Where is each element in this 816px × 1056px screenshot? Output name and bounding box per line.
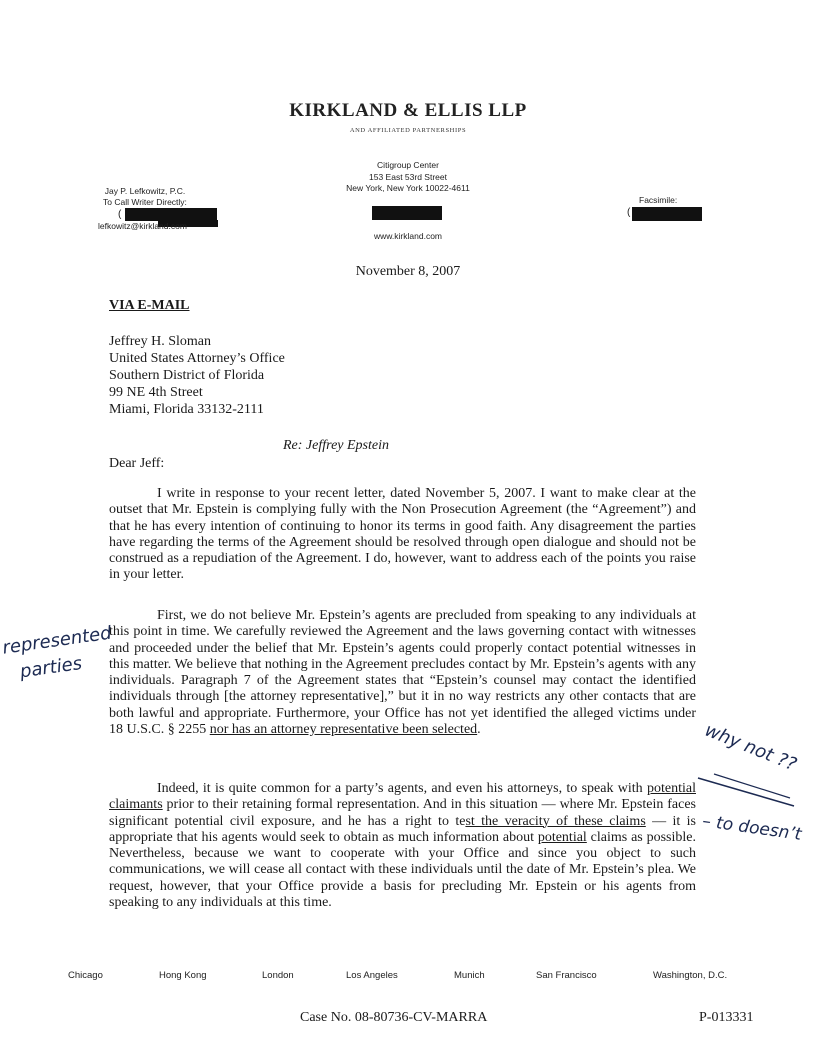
handwritten-note-right-2: – to doesn’t [701, 811, 803, 845]
fax-paren: ( [627, 207, 631, 218]
subject-line: Re: Jeffrey Epstein [283, 438, 389, 453]
handwritten-line: parties [18, 652, 84, 683]
recipient-line: 99 NE 4th Street [109, 385, 203, 400]
handwritten-line: represented [1, 622, 113, 659]
address-line: Citigroup Center [377, 160, 439, 170]
paragraph-2-text: First, we do not believe Mr. Epstein’s agents are precluded from speaking to any individuals at this point in time. We carefully reviewed the Agreement and the laws governing contact with witnesses and proceeded under the belief that Mr. Epstein’s agents could properly contact potential witnesses in this matter. We believe that nothing in the Agreement precludes contact by Mr. Epstein’s agents with any individuals. Paragraph 7 of the Agreement states that “Epstein’s counsel may contact the identified individuals through [the attorney representative],” but it in no way restricts any other contacts that are both lawful and appropriate. Furthermore, your Office has not yet identified the alleged victims under 18 U.S.C. § 2255 [109, 608, 696, 738]
fax-label: Facsimile: [639, 195, 678, 205]
handwritten-strokes [694, 770, 804, 810]
case-number: Case No. 08-80736-CV-MARRA [300, 1010, 488, 1025]
redaction-fax [632, 207, 702, 221]
paragraph-3-text: — it is appropriate that his agents would seek to obtain as much information about [109, 813, 697, 845]
paragraph-3-text: prior to their retaining formal representation. And in this situation — where Mr. Epstein faces significant potential civil exposure, and he has a right to te [109, 797, 696, 829]
letter-date: November 8, 2007 [355, 264, 461, 279]
call-writer-label: To Call Writer Directly: [103, 196, 187, 207]
address-line: 153 East 53rd Street [369, 171, 447, 182]
recipient-line: Miami, Florida 33132-2111 [109, 402, 264, 417]
bates-number: P-013331 [699, 1010, 754, 1025]
paragraph-1: I write in response to your recent letter, dated November 5, 2007. I want to make clear at the outset that Mr. Epstein is complying fully with the Non Prosecution Agreement (the “Agreement”) and that he has every intention of continuing to honor its terms in good faith. Any disagreement the parties have regarding the terms of the Agreement should be resolved through open dialogue and should not be construed as a repudiation of the Agreement. I do, however, want to address each of the points you raise in your letter. [109, 486, 696, 583]
address-line: New York, New York 10022-4611 [346, 183, 470, 193]
office-city: Munich [454, 970, 485, 981]
paragraph-3-text: Indeed, it is quite common for a party’s agents, and even his attorneys, to speak with [157, 781, 647, 796]
paragraph-2-end: . [477, 722, 481, 738]
underlined-phrase: potential claimants [109, 781, 696, 813]
firm-subtitle: AND AFFILIATED PARTNERSHIPS [349, 127, 467, 134]
writer-contact-block [103, 186, 187, 207]
writer-email: lefkowitz@kirkland.com [98, 221, 187, 231]
office-city: Chicago [68, 970, 103, 981]
recipient-line: United States Attorney’s Office [109, 351, 285, 366]
recipient-line: Jeffrey H. Sloman [109, 334, 211, 349]
salutation: Dear Jeff: [109, 456, 165, 471]
office-city: San Francisco [536, 970, 597, 981]
recipient-line: Southern District of Florida [109, 368, 265, 383]
office-city: Hong Kong [159, 970, 207, 981]
paragraph-2 [109, 608, 696, 738]
underlined-phrase: potential [537, 829, 587, 845]
paragraph-3-text: claims as possible. Nevertheless, because we want to cooperate with your Office and since you object to such communications, we will cease all contact with these individuals until the date of Mr. Epstein’s plea. We request, however, that your Office provide a basis for precluding Mr. Epstein or his agents from speaking to any individuals at this time. [109, 829, 696, 911]
phone-paren: ( [118, 209, 122, 220]
office-city: London [262, 970, 294, 981]
writer-name: Jay P. Lefkowitz, P.C. [104, 186, 186, 196]
delivery-method: VIA E-MAIL [109, 298, 190, 313]
handwritten-note-left [1, 621, 117, 688]
office-city: Los Angeles [346, 970, 398, 981]
office-city: Washington, D.C. [653, 970, 728, 981]
underlined-phrase: st the veracity of these claims [465, 813, 646, 829]
recipient-address [109, 333, 285, 418]
underlined-phrase: nor has an attorney representative been selected [209, 722, 478, 738]
redaction-phone-main [372, 206, 442, 220]
paragraph-3 [109, 781, 696, 911]
handwritten-note-right-1: why not ?? [701, 719, 800, 776]
firm-name: KIRKLAND & ELLIS LLP [289, 100, 527, 121]
firm-website: www.kirkland.com [373, 231, 443, 241]
